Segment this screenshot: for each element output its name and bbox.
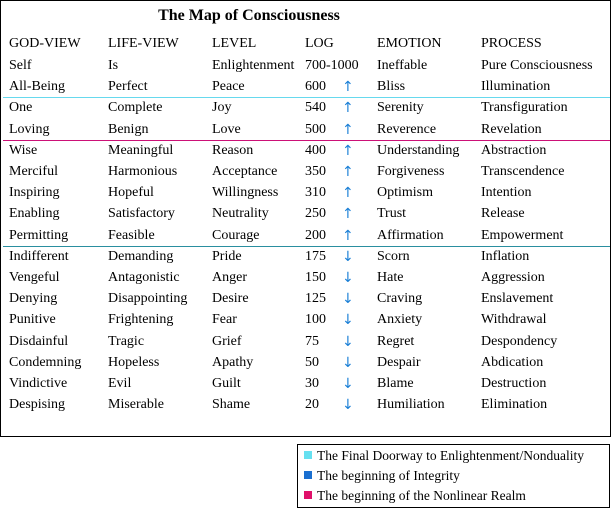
cell-log: 540 <box>305 100 326 116</box>
up-arrow-icon: ↑ <box>342 121 354 138</box>
cell-life-view: Tragic <box>108 333 145 349</box>
cell-log: 350 <box>305 164 326 179</box>
cell-emotion: Hate <box>377 270 404 285</box>
cell-emotion: Affirmation <box>377 227 444 243</box>
cell-emotion: Blame <box>377 376 414 391</box>
cell-process: Inflation <box>481 248 530 264</box>
column-header-god-view: GOD-VIEW <box>9 36 81 51</box>
cell-log: 150 <box>305 270 326 285</box>
cell-process: Pure Consciousness <box>481 58 593 73</box>
cell-god-view: Disdainful <box>9 333 69 349</box>
cell-level: Grief <box>212 333 242 349</box>
cell-god-view: Denying <box>9 291 58 307</box>
cell-level: Apathy <box>212 354 254 370</box>
cell-life-view: Benign <box>108 121 149 137</box>
cell-level: Enlightenment <box>212 58 295 73</box>
cell-emotion: Craving <box>377 291 423 307</box>
cell-log: 100 <box>305 312 326 328</box>
cell-log: 75 <box>305 333 319 349</box>
cell-emotion: Regret <box>377 333 415 349</box>
cell-emotion: Scorn <box>377 248 410 264</box>
legend-label: The beginning of Integrity <box>317 468 460 483</box>
cell-level: Guilt <box>212 376 241 391</box>
column-header-log: LOG <box>305 36 334 51</box>
column-header-process: PROCESS <box>481 36 542 51</box>
cell-process: Release <box>481 206 525 222</box>
cell-process: Illumination <box>481 79 551 95</box>
cell-god-view: Vengeful <box>9 270 60 285</box>
cell-level: Love <box>212 121 241 137</box>
cell-god-view: Vindictive <box>9 376 68 391</box>
cell-log: 30 <box>305 376 319 391</box>
cell-log: 20 <box>305 397 319 413</box>
cell-life-view: Hopeful <box>108 185 154 201</box>
cell-log: 400 <box>305 142 326 158</box>
cell-emotion: Humiliation <box>377 397 445 413</box>
up-arrow-icon: ↑ <box>342 142 354 159</box>
up-arrow-icon: ↑ <box>342 185 354 202</box>
cell-level: Courage <box>212 227 260 243</box>
cell-process: Withdrawal <box>481 312 547 328</box>
up-arrow-icon: ↑ <box>342 206 354 223</box>
cell-life-view: Complete <box>108 100 163 116</box>
cell-process: Transfiguration <box>481 100 568 116</box>
cell-level: Peace <box>212 79 245 95</box>
legend <box>297 444 610 508</box>
cell-god-view: One <box>9 100 33 116</box>
cell-emotion: Trust <box>377 206 407 222</box>
cell-level: Joy <box>212 100 232 116</box>
cell-process: Empowerment <box>481 227 564 243</box>
cell-god-view: Loving <box>9 121 50 137</box>
cell-process: Abdication <box>481 354 544 370</box>
cell-process: Abstraction <box>481 142 547 158</box>
cell-process: Elimination <box>481 397 548 413</box>
cell-log: 500 <box>305 121 326 137</box>
up-arrow-icon: ↑ <box>342 79 354 96</box>
row-separator <box>3 97 610 98</box>
column-header-level: LEVEL <box>212 36 257 51</box>
cell-emotion: Serenity <box>377 100 424 116</box>
legend-item <box>304 448 584 464</box>
cell-god-view: Inspiring <box>9 185 60 201</box>
cell-log: 700-1000 <box>305 58 359 73</box>
cell-process: Aggression <box>481 270 545 285</box>
cell-log: 125 <box>305 291 326 307</box>
cell-log: 250 <box>305 206 326 222</box>
cell-process: Destruction <box>481 376 547 391</box>
cell-god-view: Merciful <box>9 164 58 179</box>
cell-life-view: Perfect <box>108 79 148 95</box>
cell-god-view: Wise <box>9 142 38 158</box>
column-header-life-view: LIFE-VIEW <box>108 36 179 51</box>
cell-process: Intention <box>481 185 532 201</box>
cell-god-view: Permitting <box>9 227 69 243</box>
legend-label: The beginning of the Nonlinear Realm <box>317 488 526 503</box>
cell-emotion: Anxiety <box>377 312 423 328</box>
cell-god-view: Condemning <box>9 354 82 370</box>
cell-process: Enslavement <box>481 291 554 307</box>
cell-god-view: Punitive <box>9 312 56 328</box>
down-arrow-icon: ↓ <box>342 397 354 414</box>
cell-level: Acceptance <box>212 164 278 179</box>
cell-life-view: Feasible <box>108 227 155 243</box>
cell-god-view: All-Being <box>9 79 65 95</box>
cell-life-view: Harmonious <box>108 164 178 179</box>
legend-item <box>304 488 526 504</box>
down-arrow-icon: ↓ <box>342 291 354 308</box>
cell-level: Willingness <box>212 185 279 201</box>
down-arrow-icon: ↓ <box>342 312 354 329</box>
page-title: The Map of Consciousness <box>158 7 340 24</box>
cell-level: Neutrality <box>212 206 269 222</box>
cell-process: Transcendence <box>481 164 565 179</box>
cell-life-view: Hopeless <box>108 354 160 370</box>
cell-level: Shame <box>212 397 251 413</box>
column-header-emotion: EMOTION <box>377 36 442 51</box>
legend-swatch-icon <box>304 471 312 479</box>
cell-emotion: Ineffable <box>377 58 428 73</box>
cell-god-view: Indifferent <box>9 248 69 264</box>
cell-life-view: Is <box>108 58 119 73</box>
row-separator <box>3 140 610 141</box>
cell-life-view: Miserable <box>108 397 164 413</box>
down-arrow-icon: ↓ <box>342 270 354 286</box>
cell-process: Revelation <box>481 121 542 137</box>
cell-life-view: Demanding <box>108 248 174 264</box>
cell-level: Anger <box>212 270 247 285</box>
legend-item <box>304 468 460 484</box>
cell-god-view: Self <box>9 58 32 73</box>
cell-log: 50 <box>305 354 319 370</box>
cell-level: Reason <box>212 142 254 158</box>
cell-level: Desire <box>212 291 249 307</box>
up-arrow-icon: ↑ <box>342 227 354 244</box>
cell-emotion: Reverence <box>377 121 437 137</box>
cell-life-view: Evil <box>108 376 132 391</box>
cell-life-view: Satisfactory <box>108 206 175 222</box>
legend-swatch-icon <box>304 491 312 499</box>
down-arrow-icon: ↓ <box>342 333 354 350</box>
cell-emotion: Bliss <box>377 79 406 95</box>
cell-level: Pride <box>212 248 242 264</box>
row-separator <box>3 246 610 247</box>
cell-life-view: Antagonistic <box>108 270 180 285</box>
up-arrow-icon: ↑ <box>342 100 354 117</box>
down-arrow-icon: ↓ <box>342 354 354 371</box>
cell-emotion: Forgiveness <box>377 164 445 179</box>
cell-life-view: Frightening <box>108 312 174 328</box>
down-arrow-icon: ↓ <box>342 376 354 392</box>
cell-emotion: Despair <box>377 354 421 370</box>
down-arrow-icon: ↓ <box>342 248 354 265</box>
cell-log: 600 <box>305 79 326 95</box>
cell-life-view: Meaningful <box>108 142 174 158</box>
cell-life-view: Disappointing <box>108 291 188 307</box>
cell-log: 310 <box>305 185 326 201</box>
legend-label: The Final Doorway to Enlightenment/Nonduality <box>317 448 584 463</box>
cell-emotion: Optimism <box>377 185 434 201</box>
cell-level: Fear <box>212 312 237 328</box>
cell-god-view: Enabling <box>9 206 60 222</box>
cell-log: 175 <box>305 248 326 264</box>
cell-god-view: Despising <box>9 397 65 413</box>
legend-swatch-icon <box>304 451 312 459</box>
cell-log: 200 <box>305 227 326 243</box>
cell-emotion: Understanding <box>377 142 460 158</box>
up-arrow-icon: ↑ <box>342 164 354 180</box>
cell-process: Despondency <box>481 333 558 349</box>
